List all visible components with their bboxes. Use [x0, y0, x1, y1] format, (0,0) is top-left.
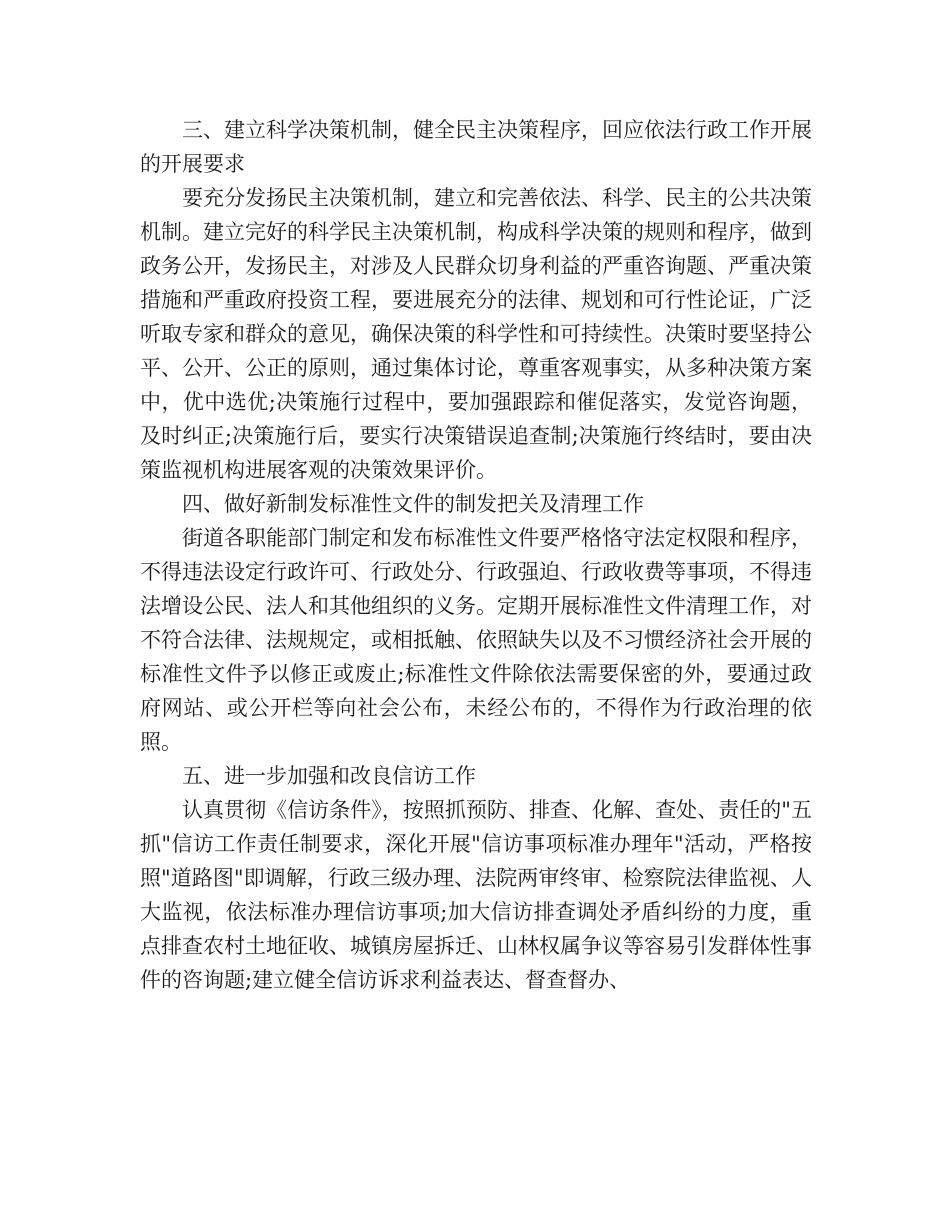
- body-paragraph-petition-work: 认真贯彻《信访条件》，按照抓预防、排查、化解、查处、责任的"五抓"信访工作责任制要求，深化开展"信访事项标准办理年"活动，严格按照"道路图"即调解，行政三级办理、法院两审终审、检察院法律监视、人大监视，依法标准办理信访事项;加大信访排查调处矛盾纠纷的力度，重点排查农村土地征收、城镇房屋拆迁、山林权属争议等容易引发群体性事件的咨询题;建立健全信访诉求利益表达、督查督办、: [140, 798, 812, 992]
- section-heading-4: 四、做好新制发标准性文件的制发把关及清理工作: [182, 492, 644, 516]
- body-paragraph-decision-mechanism: 要充分发扬民主决策机制，建立和完善依法、科学、民主的公共决策机制。建立完好的科学民主决策机制，构成科学决策的规则和程序，做到政务公开，发扬民主，对涉及人民群众切身利益的严重咨询题、严重决策措施和严重政府投资工程，要进展充分的法律、规划和可行性论证，广泛听取专家和群众的意见，确保决策的科学性和可持续性。决策时要坚持公平、公开、公正的原则，通过集体讨论，尊重客观事实，从多种决策方案中，优中选优;决策施行过程中，要加强跟踪和催促落实，发觉咨询题，及时纠正;决策施行后，要实行决策错误追查制;决策施行终结时，要由决策监视机构进展客观的决策效果评价。: [140, 186, 812, 482]
- section-heading-5: 五、进一步加强和改良信访工作: [182, 764, 476, 788]
- section-heading-3: 三、建立科学决策机制，健全民主决策程序，回应依法行政工作开展的开展要求: [140, 118, 812, 176]
- document-page: [140, 113, 812, 997]
- body-paragraph-normative-documents: 街道各职能部门制定和发布标准性文件要严格恪守法定权限和程序，不得违法设定行政许可、行政处分、行政强迫、行政收费等事项，不得违法增设公民、法人和其他组织的义务。定期开展标准性文件清理工作，对不符合法律、法规规定，或相抵触、依照缺失以及不习惯经济社会开展的标准性文件予以修正或废止;标准性文件除依法需要保密的外，要通过政府网站、或公开栏等向社会公布，未经公布的，不得作为行政治理的依照。: [140, 526, 812, 754]
